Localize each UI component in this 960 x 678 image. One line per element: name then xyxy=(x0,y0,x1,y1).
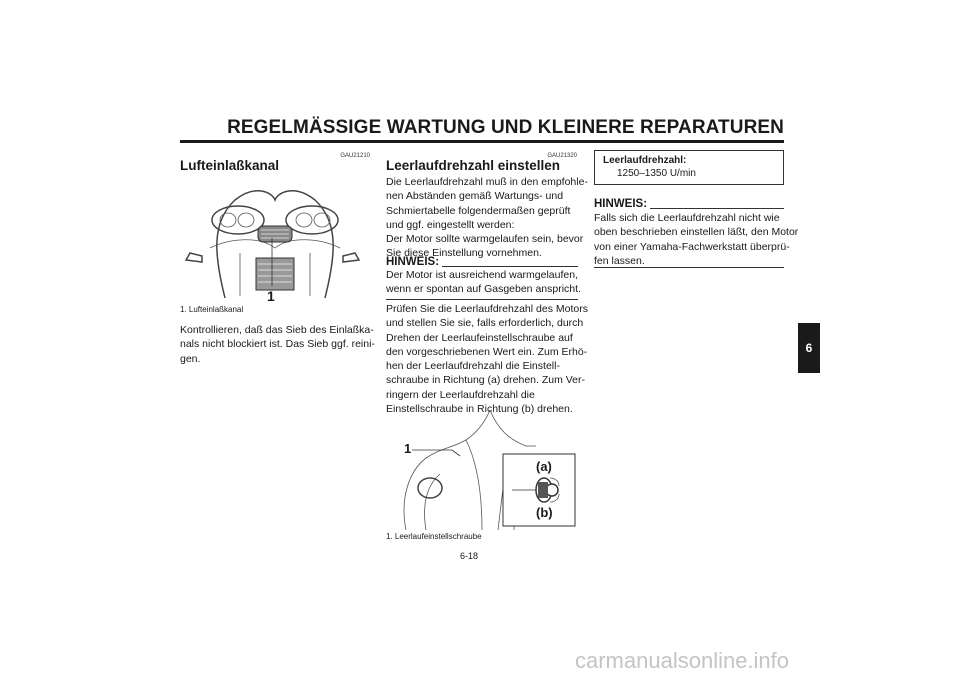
text-line: und ggf. eingestellt werden: xyxy=(386,218,515,231)
paragraph xyxy=(180,323,375,366)
text-line: nen Abständen gemäß Wartungs- und xyxy=(386,190,564,203)
note-text xyxy=(386,268,581,297)
text-line: und stellen Sie sie, falls erforderlich, durch xyxy=(386,317,584,330)
text-line: Prüfen Sie die Leerlaufdrehzahl des Motors xyxy=(386,303,588,315)
text-line: Die Leerlaufdrehzahl muß in den empfohle- xyxy=(386,176,588,188)
page-number: 6-18 xyxy=(460,551,479,561)
chapter-tab: 6 xyxy=(798,323,820,373)
note-heading: HINWEIS: xyxy=(594,198,648,210)
note-end-rule xyxy=(386,299,578,300)
text-line: schraube in Richtung (a) drehen. Zum Ver- xyxy=(386,374,586,387)
figure-callout: 1 xyxy=(267,288,275,304)
text-line: Einstellschraube in Richtung (b) drehen. xyxy=(386,403,573,416)
section-title: Lufteinlaßkanal xyxy=(180,158,280,173)
text-line: oben beschrieben einstellen läßt, den Motor xyxy=(594,226,799,239)
text-line: Falls sich die Leerlaufdrehzahl nicht wie xyxy=(594,212,780,224)
section-code: GAU21210 xyxy=(340,153,370,159)
section-title: Leerlaufdrehzahl einstellen xyxy=(386,158,561,173)
header-rule xyxy=(180,140,784,143)
note-end-rule xyxy=(594,267,784,268)
spec-box xyxy=(594,150,784,185)
text-line: Der Motor ist ausreichend warmgelaufen, xyxy=(386,269,579,281)
text-line: Sie diese Einstellung vornehmen. xyxy=(386,247,542,260)
text-line: gen. xyxy=(180,352,201,365)
text-line: hen der Leerlaufdrehzahl die Einstell- xyxy=(386,360,560,373)
spec-label: Leerlaufdrehzahl: xyxy=(603,155,687,166)
text-line: nals nicht blockiert ist. Das Sieb ggf. reini- xyxy=(180,338,375,351)
text-line: Kontrollieren, daß das Sieb des Einlaßka- xyxy=(180,324,374,336)
text-line: Der Motor sollte warmgelaufen sein, bevor xyxy=(386,233,584,246)
figure-caption: 1. Leerlaufeinstellschraube xyxy=(386,532,482,541)
text-line: Schmiertabelle folgendermaßen geprüft xyxy=(386,204,571,217)
note-rule xyxy=(442,266,578,267)
spec-value: 1250–1350 U/min xyxy=(617,168,696,179)
page-title: REGELMÄSSIGE WARTUNG UND KLEINERE REPARATUREN xyxy=(227,117,784,138)
paragraph xyxy=(386,302,588,416)
label-direction-a: (a) xyxy=(536,459,552,474)
paragraph xyxy=(386,175,588,261)
text-line: ringern der Leerlaufdrehzahl die xyxy=(386,388,535,401)
section-code: GAU21320 xyxy=(547,153,577,159)
text-line: wenn er spontan auf Gasgeben anspricht. xyxy=(386,283,581,296)
note-heading: HINWEIS: xyxy=(386,256,440,268)
label-direction-b: (b) xyxy=(536,505,553,520)
air-intake-figure xyxy=(180,178,365,303)
note-rule xyxy=(650,208,784,209)
text-line: Drehen der Leerlaufeinstellschraube auf xyxy=(386,331,573,344)
text-line: fen lassen. xyxy=(594,254,645,267)
figure-callout: 1 xyxy=(404,441,412,456)
text-line: von einer Yamaha-Fachwerkstatt überprü- xyxy=(594,240,790,253)
note-text xyxy=(594,211,798,268)
watermark: carmanualsonline.info xyxy=(575,648,790,673)
text-line: den vorgeschriebenen Wert ein. Zum Erhö- xyxy=(386,345,588,358)
figure-caption: 1. Lufteinlaßkanal xyxy=(180,305,244,314)
